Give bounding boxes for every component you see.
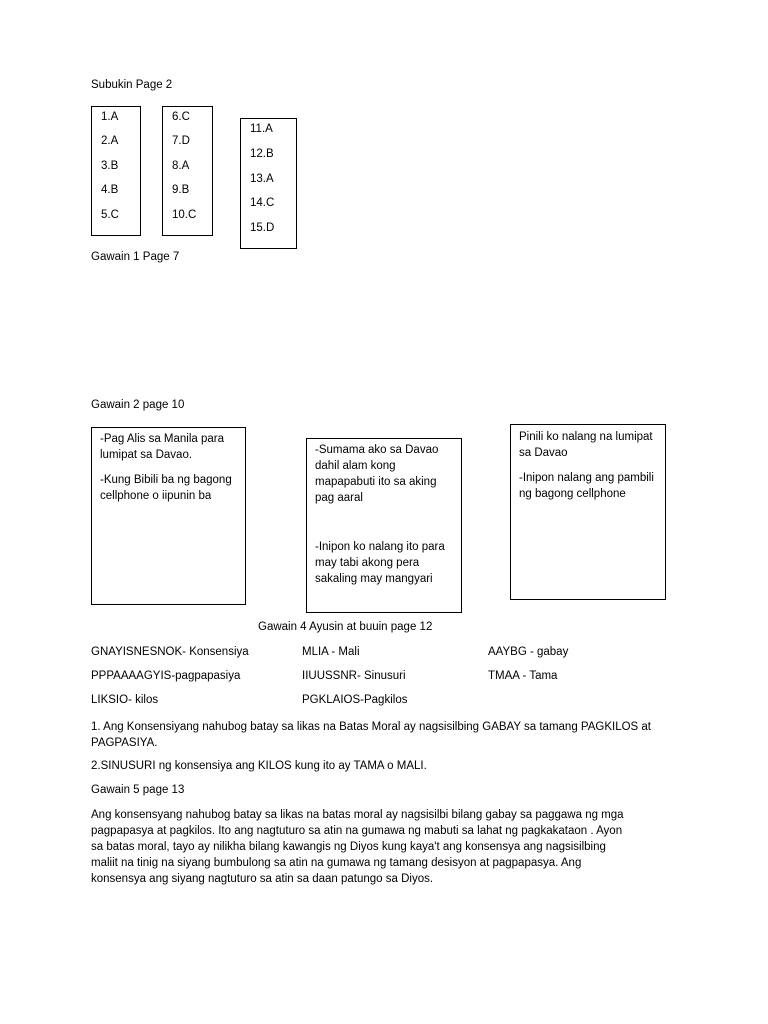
paragraph-line: konsensya ang siyang nagtuturo sa atin sa daan patungo sa Diyos. — [91, 873, 434, 885]
gawain5-heading: Gawain 5 page 13 — [91, 784, 185, 796]
answer-item: 5.C — [101, 209, 119, 221]
box-text: -Pag Alis sa Manila para lumipat sa Davao. — [100, 433, 225, 461]
answer-item: 11.A — [250, 123, 273, 135]
gawain4-sentence-1: 1. Ang Konsensiyang nahubog batay sa likas na Batas Moral ay nagsisilbing GABAY sa tamang PAGKILOS at PAGPASIYA. — [91, 721, 652, 749]
answer-item: 3.B — [101, 160, 119, 172]
gawain2-box-1 — [91, 427, 246, 605]
subukin-heading: Subukin Page 2 — [91, 79, 173, 91]
word-pair: TMAA - Tama — [488, 670, 558, 682]
answer-item: 1.A — [101, 111, 119, 123]
box-text: -Sumama ako sa Davao dahil alam kong mapapabuti ito sa aking pag aaral — [315, 444, 439, 504]
answer-item: 4.B — [101, 184, 119, 196]
gawain4-sentence-2: 2.SINUSURI ng konsensiya ang KILOS kung ito ay TAMA o MALI. — [91, 760, 427, 772]
paragraph-line: Ang konsensyang nahubog batay sa likas na batas moral ay nagsisilbi bilang gabay sa paggawa ng mga — [91, 809, 624, 821]
subukin-answer-box-2 — [162, 106, 213, 236]
word-pair: PPPAAAAGYIS-pagpapasiya — [91, 670, 241, 682]
word-pair: PGKLAIOS-Pagkilos — [302, 694, 408, 706]
answer-item: 2.A — [101, 135, 119, 147]
answer-item: 7.D — [172, 135, 190, 147]
box-text: -Inipon nalang ang pambili ng bagong cellphone — [519, 472, 654, 500]
box-text: -Kung Bibili ba ng bagong cellphone o iipunin ba — [100, 474, 232, 502]
paragraph-line: sa batas moral, tayo ay nilikha bilang kawangis ng Diyos kung kaya't ang konsensya ang nagsisilbing — [91, 841, 606, 853]
paragraph-line: maliit na tinig na siyang bumbulong sa atin na gumawa ng tamang desisyon at pagpapasya. Ang — [91, 857, 582, 869]
paragraph-line: pagpapasya at pagkilos. Ito ang nagtuturo sa atin na gumawa ng mabuti sa lahat ng pagkakataon . Ayon — [91, 825, 623, 837]
word-pair: IIUUSSNR- Sinusuri — [302, 670, 406, 682]
answer-item: 14.C — [250, 197, 275, 209]
answer-item: 15.D — [250, 222, 275, 234]
gawain2-box-3 — [510, 424, 666, 600]
box-text: Pinili ko nalang na lumipat sa Davao — [519, 431, 653, 459]
gawain2-heading: Gawain 2 page 10 — [91, 399, 185, 411]
word-pair: AAYBG - gabay — [488, 646, 569, 658]
answer-item: 9.B — [172, 184, 190, 196]
answer-item: 13.A — [250, 173, 274, 185]
answer-item: 6.C — [172, 111, 190, 123]
answer-item: 8.A — [172, 160, 190, 172]
answer-item: 12.B — [250, 148, 274, 160]
answer-item: 10.C — [172, 209, 197, 221]
gawain2-box-2 — [306, 438, 462, 613]
gawain1-heading: Gawain 1 Page 7 — [91, 251, 180, 263]
box-text: -Inipon ko nalang ito para may tabi akong pera sakaling may mangyari — [315, 541, 445, 585]
word-pair: GNAYISNESNOK- Konsensiya — [91, 646, 249, 658]
word-pair: LIKSIO- kilos — [91, 694, 159, 706]
gawain4-heading: Gawain 4 Ayusin at buuin page 12 — [258, 621, 433, 633]
word-pair: MLIA - Mali — [302, 646, 360, 658]
subukin-answer-box-1 — [91, 106, 141, 236]
subukin-answer-box-3 — [240, 118, 297, 249]
